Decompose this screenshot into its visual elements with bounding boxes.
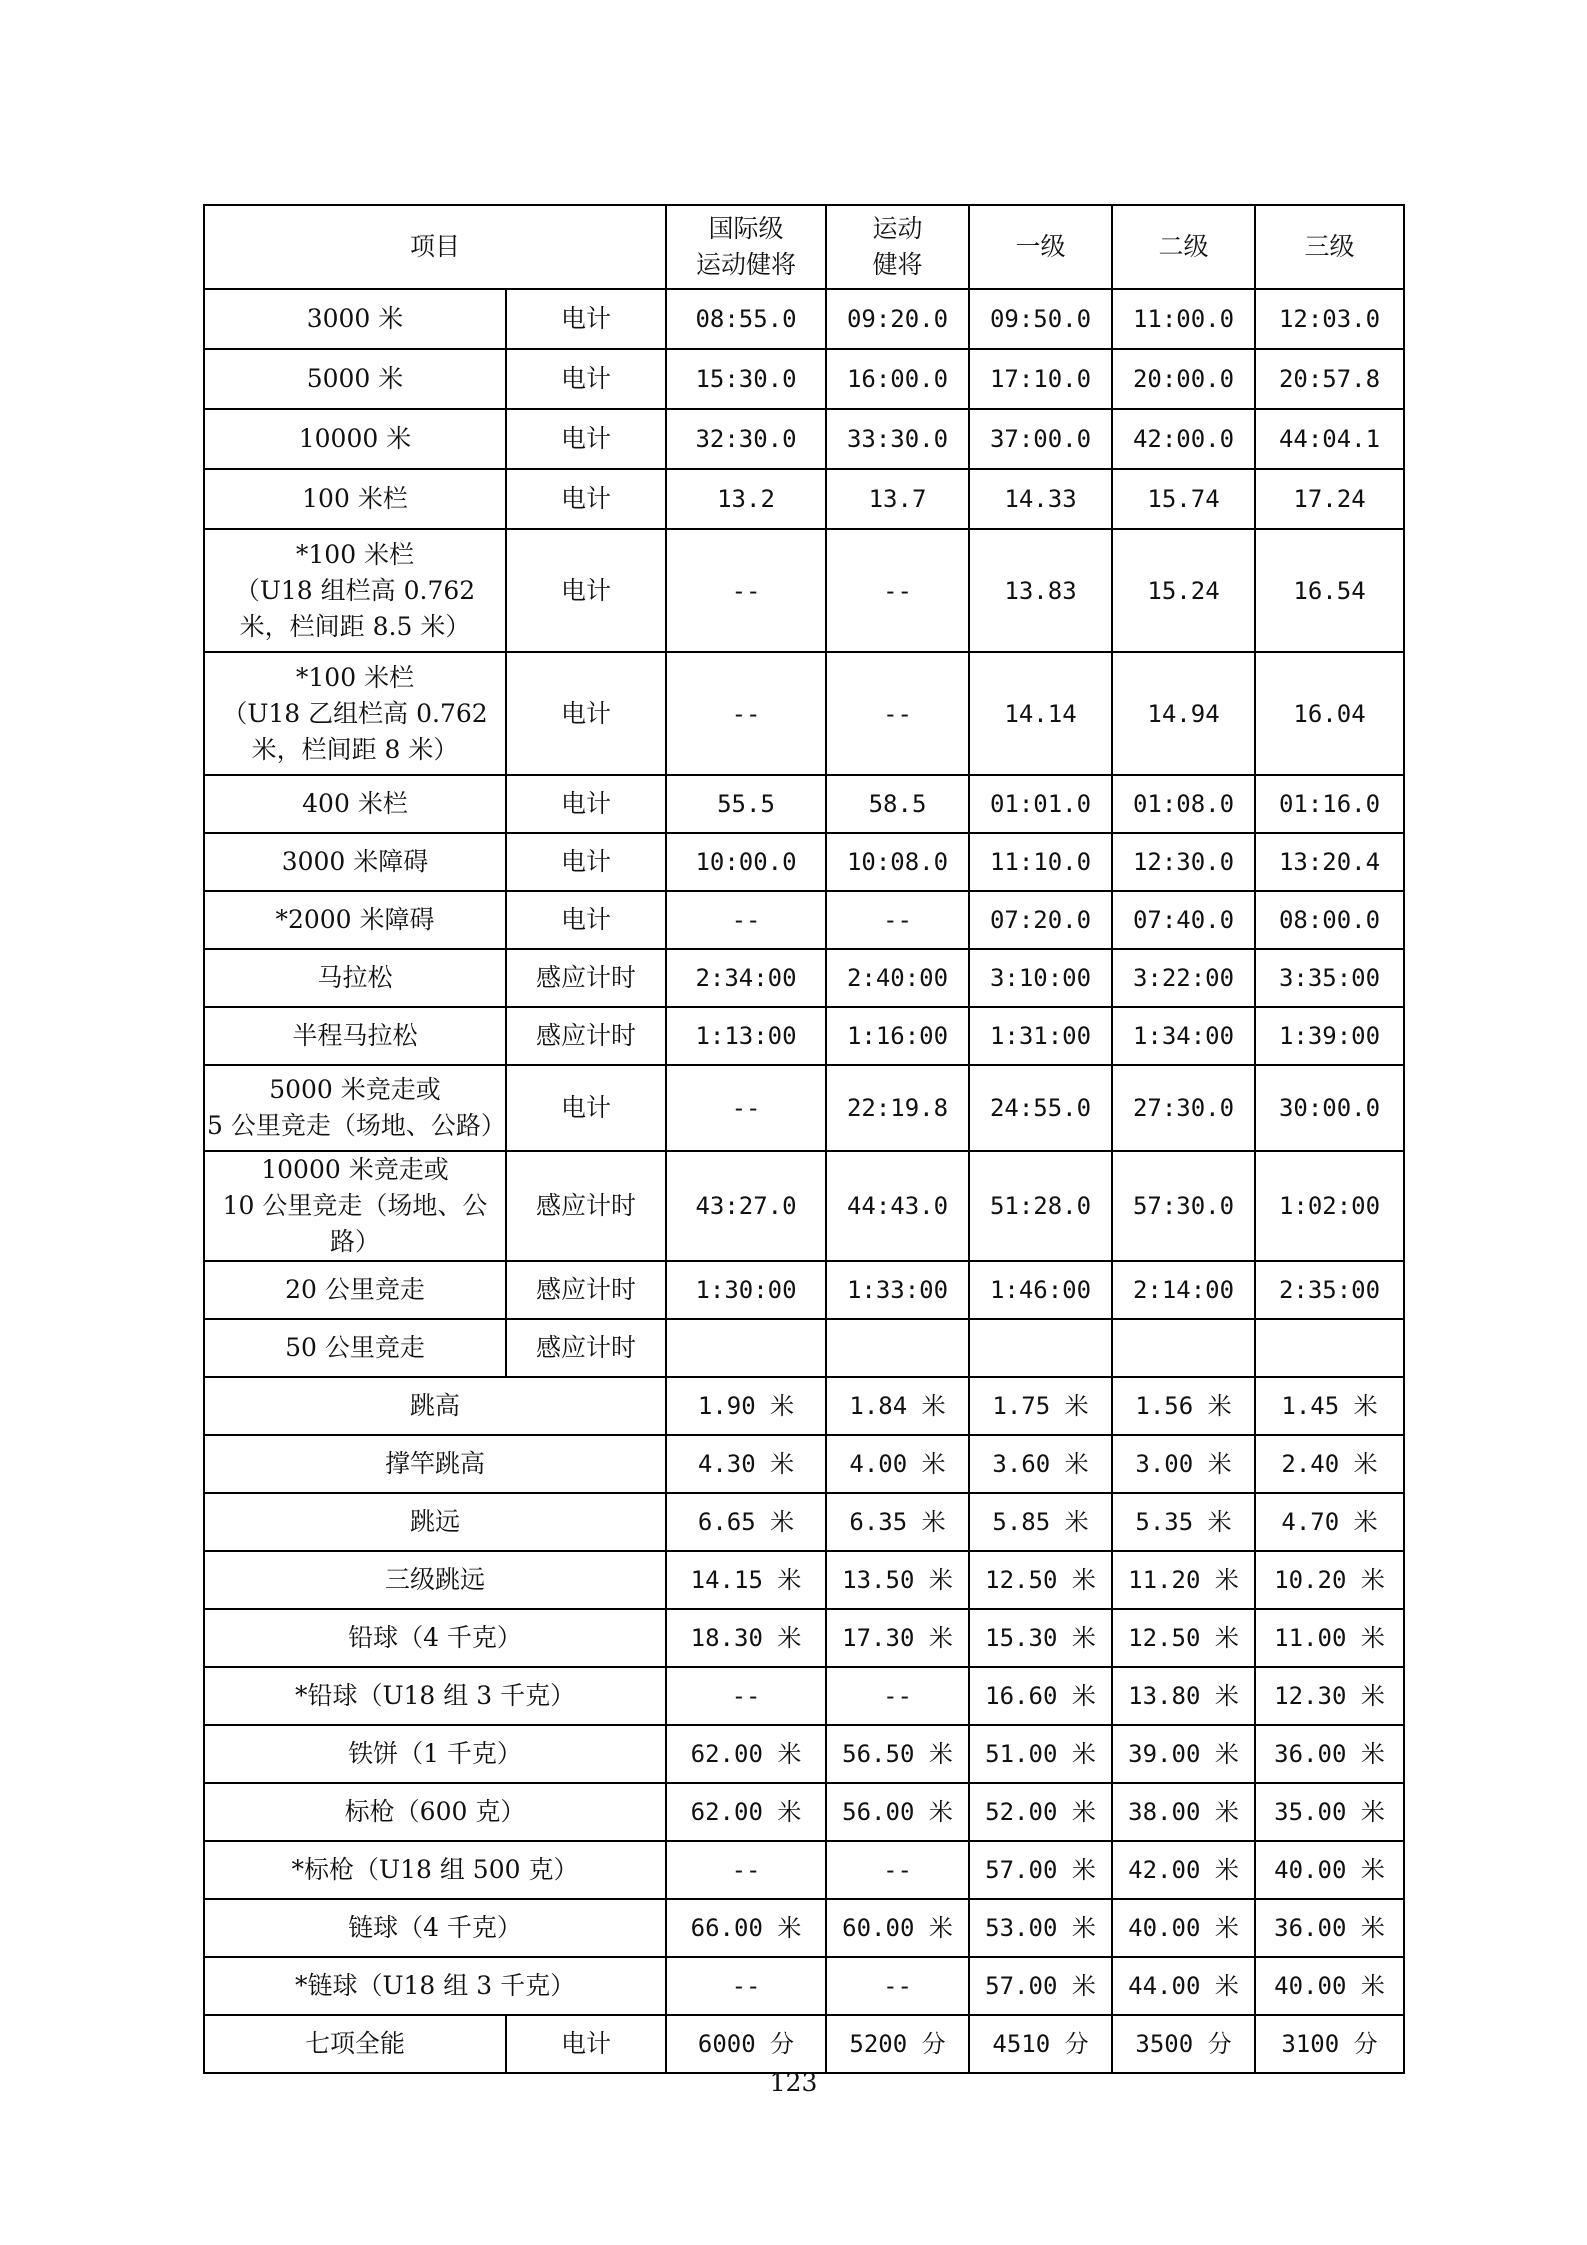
value-cell: 17.30 米 (826, 1609, 969, 1667)
value-cell: 15:30.0 (666, 349, 826, 409)
value-cell: 13.7 (826, 469, 969, 529)
value-cell: 16:00.0 (826, 349, 969, 409)
table-row (204, 1065, 1404, 1151)
value-cell: 2:34:00 (666, 949, 826, 1007)
table-row (204, 833, 1404, 891)
event-cell: 铁饼（1 千克） (204, 1725, 666, 1783)
table-row (204, 1261, 1404, 1319)
value-cell: 11:10.0 (969, 833, 1112, 891)
value-cell: 1:30:00 (666, 1261, 826, 1319)
value-cell: 32:30.0 (666, 409, 826, 469)
value-cell: 4.00 米 (826, 1435, 969, 1493)
value-cell: -- (826, 1957, 969, 2015)
timing-cell: 感应计时 (506, 1007, 666, 1065)
value-cell: 56.50 米 (826, 1725, 969, 1783)
value-cell: 01:01.0 (969, 775, 1112, 833)
event-cell: 10000 米 (204, 409, 506, 469)
event-cell: 半程马拉松 (204, 1007, 506, 1065)
value-cell: 43:27.0 (666, 1151, 826, 1261)
value-cell: 20:00.0 (1112, 349, 1255, 409)
value-cell: 1:34:00 (1112, 1007, 1255, 1065)
value-cell: 15.74 (1112, 469, 1255, 529)
value-cell (1255, 1319, 1404, 1377)
header-grade-1: 一级 (969, 205, 1112, 289)
value-cell: 3.00 米 (1112, 1435, 1255, 1493)
table-row (204, 891, 1404, 949)
event-cell: 三级跳远 (204, 1551, 666, 1609)
table-row (204, 1899, 1404, 1957)
value-cell: 51.00 米 (969, 1725, 1112, 1783)
value-cell: 52.00 米 (969, 1783, 1112, 1841)
timing-cell: 感应计时 (506, 1319, 666, 1377)
value-cell: 56.00 米 (826, 1783, 969, 1841)
value-cell: 12.50 米 (1112, 1609, 1255, 1667)
value-cell: 20:57.8 (1255, 349, 1404, 409)
value-cell (969, 1319, 1112, 1377)
event-cell: 链球（4 千克） (204, 1899, 666, 1957)
value-cell: -- (666, 1065, 826, 1151)
value-cell: 3:35:00 (1255, 949, 1404, 1007)
value-cell: -- (826, 1841, 969, 1899)
event-cell: 10000 米竞走或 10 公里竞走（场地、公路） (204, 1151, 506, 1261)
value-cell: 4.30 米 (666, 1435, 826, 1493)
table-row (204, 1783, 1404, 1841)
value-cell: 01:16.0 (1255, 775, 1404, 833)
table-row (204, 349, 1404, 409)
event-cell: *2000 米障碍 (204, 891, 506, 949)
value-cell: 3100 分 (1255, 2015, 1404, 2073)
table-row (204, 529, 1404, 652)
value-cell: 40.00 米 (1255, 1841, 1404, 1899)
event-cell: 20 公里竞走 (204, 1261, 506, 1319)
table-row (204, 1841, 1404, 1899)
timing-cell: 电计 (506, 1065, 666, 1151)
value-cell: 44.00 米 (1112, 1957, 1255, 2015)
table-row (204, 1667, 1404, 1725)
table-row (204, 1725, 1404, 1783)
event-cell: 50 公里竞走 (204, 1319, 506, 1377)
value-cell: 1.84 米 (826, 1377, 969, 1435)
value-cell: 1:33:00 (826, 1261, 969, 1319)
value-cell: 17:10.0 (969, 349, 1112, 409)
value-cell: 08:00.0 (1255, 891, 1404, 949)
value-cell: 36.00 米 (1255, 1899, 1404, 1957)
table-body (204, 205, 1404, 2073)
table-row (204, 2015, 1404, 2073)
value-cell: 1.90 米 (666, 1377, 826, 1435)
value-cell: 12:30.0 (1112, 833, 1255, 891)
value-cell: 2:14:00 (1112, 1261, 1255, 1319)
table-row (204, 409, 1404, 469)
value-cell: 2.40 米 (1255, 1435, 1404, 1493)
value-cell: 22:19.8 (826, 1065, 969, 1151)
value-cell: 27:30.0 (1112, 1065, 1255, 1151)
value-cell: 07:40.0 (1112, 891, 1255, 949)
value-cell: 36.00 米 (1255, 1725, 1404, 1783)
value-cell: 14.15 米 (666, 1551, 826, 1609)
event-cell: 撑竿跳高 (204, 1435, 666, 1493)
table-row (204, 652, 1404, 775)
value-cell: 14.94 (1112, 652, 1255, 775)
value-cell: 40.00 米 (1112, 1899, 1255, 1957)
event-cell: 跳高 (204, 1377, 666, 1435)
value-cell: 07:20.0 (969, 891, 1112, 949)
value-cell (826, 1319, 969, 1377)
value-cell: 15.30 米 (969, 1609, 1112, 1667)
timing-cell: 电计 (506, 2015, 666, 2073)
timing-cell: 电计 (506, 529, 666, 652)
standards-table (203, 204, 1405, 2074)
timing-cell: 电计 (506, 652, 666, 775)
value-cell: 60.00 米 (826, 1899, 969, 1957)
timing-cell: 感应计时 (506, 1151, 666, 1261)
value-cell: 62.00 米 (666, 1783, 826, 1841)
value-cell: 57.00 米 (969, 1841, 1112, 1899)
header-row (204, 205, 1404, 289)
value-cell: 3500 分 (1112, 2015, 1255, 2073)
value-cell: 13.83 (969, 529, 1112, 652)
event-cell: 七项全能 (204, 2015, 506, 2073)
timing-cell: 感应计时 (506, 949, 666, 1007)
value-cell: -- (666, 652, 826, 775)
value-cell: 24:55.0 (969, 1065, 1112, 1151)
value-cell: 35.00 米 (1255, 1783, 1404, 1841)
table-row (204, 1493, 1404, 1551)
value-cell: 16.60 米 (969, 1667, 1112, 1725)
event-cell: 铅球（4 千克） (204, 1609, 666, 1667)
value-cell: 40.00 米 (1255, 1957, 1404, 2015)
value-cell: 57.00 米 (969, 1957, 1112, 2015)
value-cell: 10:08.0 (826, 833, 969, 891)
event-cell: *链球（U18 组 3 千克） (204, 1957, 666, 2015)
value-cell: 1.56 米 (1112, 1377, 1255, 1435)
timing-cell: 电计 (506, 289, 666, 349)
value-cell: 3:22:00 (1112, 949, 1255, 1007)
table-row (204, 1007, 1404, 1065)
value-cell: 1:31:00 (969, 1007, 1112, 1065)
table-row (204, 1551, 1404, 1609)
event-cell: *标枪（U18 组 500 克） (204, 1841, 666, 1899)
value-cell: 53.00 米 (969, 1899, 1112, 1957)
value-cell: 4510 分 (969, 2015, 1112, 2073)
value-cell: 17.24 (1255, 469, 1404, 529)
header-grade-3: 三级 (1255, 205, 1404, 289)
table-row (204, 949, 1404, 1007)
value-cell: 13.80 米 (1112, 1667, 1255, 1725)
event-cell: 100 米栏 (204, 469, 506, 529)
value-cell: 44:43.0 (826, 1151, 969, 1261)
value-cell: 4.70 米 (1255, 1493, 1404, 1551)
timing-cell: 电计 (506, 409, 666, 469)
value-cell: 14.33 (969, 469, 1112, 529)
value-cell: 18.30 米 (666, 1609, 826, 1667)
value-cell: 2:40:00 (826, 949, 969, 1007)
value-cell: 10:00.0 (666, 833, 826, 891)
value-cell: 44:04.1 (1255, 409, 1404, 469)
value-cell: 5200 分 (826, 2015, 969, 2073)
event-cell: 5000 米 (204, 349, 506, 409)
value-cell: 14.14 (969, 652, 1112, 775)
value-cell (1112, 1319, 1255, 1377)
value-cell: 09:50.0 (969, 289, 1112, 349)
value-cell: 38.00 米 (1112, 1783, 1255, 1841)
event-cell: 3000 米 (204, 289, 506, 349)
table-row (204, 1319, 1404, 1377)
value-cell: 13.50 米 (826, 1551, 969, 1609)
value-cell: 11:00.0 (1112, 289, 1255, 349)
table-row (204, 469, 1404, 529)
value-cell: 6.35 米 (826, 1493, 969, 1551)
value-cell: 58.5 (826, 775, 969, 833)
value-cell: 3.60 米 (969, 1435, 1112, 1493)
value-cell: 1:46:00 (969, 1261, 1112, 1319)
value-cell: -- (666, 891, 826, 949)
value-cell: 1.75 米 (969, 1377, 1112, 1435)
value-cell: 13:20.4 (1255, 833, 1404, 891)
value-cell: 12:03.0 (1255, 289, 1404, 349)
value-cell: 10.20 米 (1255, 1551, 1404, 1609)
value-cell: -- (826, 652, 969, 775)
value-cell: 13.2 (666, 469, 826, 529)
timing-cell: 感应计时 (506, 1261, 666, 1319)
value-cell: -- (666, 529, 826, 652)
value-cell: 3:10:00 (969, 949, 1112, 1007)
value-cell: 66.00 米 (666, 1899, 826, 1957)
header-item: 项目 (204, 205, 666, 289)
value-cell: 12.30 米 (1255, 1667, 1404, 1725)
value-cell: 42.00 米 (1112, 1841, 1255, 1899)
header-master: 运动 健将 (826, 205, 969, 289)
value-cell: 01:08.0 (1112, 775, 1255, 833)
value-cell: 1:13:00 (666, 1007, 826, 1065)
table-row (204, 775, 1404, 833)
value-cell: 5.85 米 (969, 1493, 1112, 1551)
value-cell: 12.50 米 (969, 1551, 1112, 1609)
value-cell: 42:00.0 (1112, 409, 1255, 469)
value-cell: 08:55.0 (666, 289, 826, 349)
event-cell: *100 米栏 （U18 组栏高 0.762 米，栏间距 8.5 米） (204, 529, 506, 652)
value-cell: 5.35 米 (1112, 1493, 1255, 1551)
value-cell: -- (666, 1957, 826, 2015)
value-cell: 09:20.0 (826, 289, 969, 349)
value-cell: 2:35:00 (1255, 1261, 1404, 1319)
timing-cell: 电计 (506, 891, 666, 949)
value-cell: 6000 分 (666, 2015, 826, 2073)
value-cell: 11.00 米 (1255, 1609, 1404, 1667)
event-cell: 标枪（600 克） (204, 1783, 666, 1841)
value-cell: 11.20 米 (1112, 1551, 1255, 1609)
table-row (204, 289, 1404, 349)
value-cell: -- (826, 1667, 969, 1725)
value-cell (666, 1319, 826, 1377)
timing-cell: 电计 (506, 833, 666, 891)
table-row (204, 1151, 1404, 1261)
value-cell: 1:02:00 (1255, 1151, 1404, 1261)
table-row (204, 1957, 1404, 2015)
value-cell: 57:30.0 (1112, 1151, 1255, 1261)
value-cell: 15.24 (1112, 529, 1255, 652)
timing-cell: 电计 (506, 775, 666, 833)
timing-cell: 电计 (506, 349, 666, 409)
value-cell: 1.45 米 (1255, 1377, 1404, 1435)
value-cell: 39.00 米 (1112, 1725, 1255, 1783)
event-cell: 马拉松 (204, 949, 506, 1007)
value-cell: -- (666, 1841, 826, 1899)
value-cell: 30:00.0 (1255, 1065, 1404, 1151)
value-cell: 1:39:00 (1255, 1007, 1404, 1065)
value-cell: 33:30.0 (826, 409, 969, 469)
event-cell: *铅球（U18 组 3 千克） (204, 1667, 666, 1725)
value-cell: -- (826, 891, 969, 949)
header-international-master: 国际级 运动健将 (666, 205, 826, 289)
value-cell: 62.00 米 (666, 1725, 826, 1783)
table-row (204, 1435, 1404, 1493)
value-cell: 6.65 米 (666, 1493, 826, 1551)
value-cell: 37:00.0 (969, 409, 1112, 469)
value-cell: 16.54 (1255, 529, 1404, 652)
event-cell: 3000 米障碍 (204, 833, 506, 891)
table-row (204, 1609, 1404, 1667)
timing-cell: 电计 (506, 469, 666, 529)
value-cell: -- (826, 529, 969, 652)
value-cell: 51:28.0 (969, 1151, 1112, 1261)
event-cell: *100 米栏 （U18 乙组栏高 0.762 米，栏间距 8 米） (204, 652, 506, 775)
event-cell: 跳远 (204, 1493, 666, 1551)
value-cell: -- (666, 1667, 826, 1725)
value-cell: 55.5 (666, 775, 826, 833)
table-row (204, 1377, 1404, 1435)
event-cell: 5000 米竞走或 5 公里竞走（场地、公路） (204, 1065, 506, 1151)
value-cell: 1:16:00 (826, 1007, 969, 1065)
event-cell: 400 米栏 (204, 775, 506, 833)
page-number: 123 (769, 2068, 818, 2097)
value-cell: 16.04 (1255, 652, 1404, 775)
header-grade-2: 二级 (1112, 205, 1255, 289)
